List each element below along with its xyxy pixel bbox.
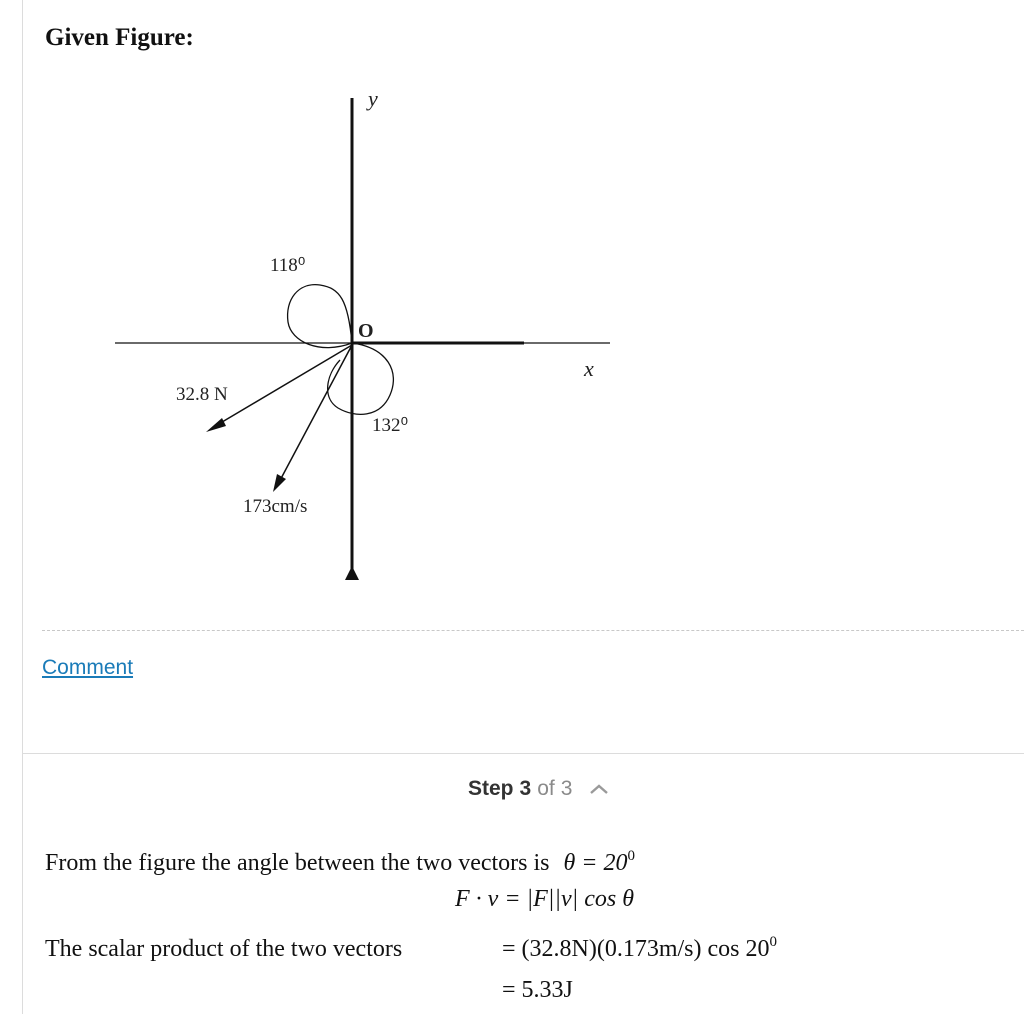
x-axis-label: x xyxy=(584,356,594,381)
force-vector-arrowhead xyxy=(206,418,226,432)
step-number: 3 xyxy=(519,777,532,800)
step-header[interactable] xyxy=(468,777,610,801)
theta-equation: θ = 20 xyxy=(563,850,628,876)
step-total: 3 xyxy=(560,777,573,800)
angle-sentence-text: From the figure the angle between the two vectors is xyxy=(45,850,550,876)
angle-sentence xyxy=(45,848,635,877)
dot-product-formula: F · v = |F||v| cos θ xyxy=(455,886,634,912)
comment-link[interactable]: Comment xyxy=(42,656,134,679)
velocity-vector-arrowhead xyxy=(273,474,286,492)
velocity-label: 173cm/s xyxy=(243,496,308,517)
y-axis-arrowhead xyxy=(345,566,359,580)
scalar-sentence: The scalar product of the two vectors xyxy=(45,936,403,962)
section-divider-dashed xyxy=(42,630,1024,631)
theta-exponent: 0 xyxy=(627,848,635,864)
substitution-line xyxy=(502,934,777,963)
force-label: 32.8 N xyxy=(176,384,228,405)
substitution-exponent: 0 xyxy=(769,934,778,950)
velocity-vector xyxy=(277,345,352,486)
upper-angle-arc xyxy=(288,285,352,348)
upper-angle-label: 118⁰ xyxy=(270,255,306,276)
y-axis-label: y xyxy=(368,86,378,111)
substitution-text: = (32.8N)(0.173m/s) cos 20 xyxy=(502,936,770,962)
chevron-up-icon[interactable] xyxy=(588,782,610,796)
force-vector xyxy=(212,345,352,428)
section-divider xyxy=(22,753,1024,754)
step-word: Step xyxy=(468,777,514,800)
step-of: of xyxy=(537,777,555,800)
origin-label: O xyxy=(358,320,374,342)
result-line: = 5.33J xyxy=(502,977,573,1003)
given-figure-heading: Given Figure: xyxy=(45,24,194,51)
lower-angle-label: 132⁰ xyxy=(372,415,409,436)
